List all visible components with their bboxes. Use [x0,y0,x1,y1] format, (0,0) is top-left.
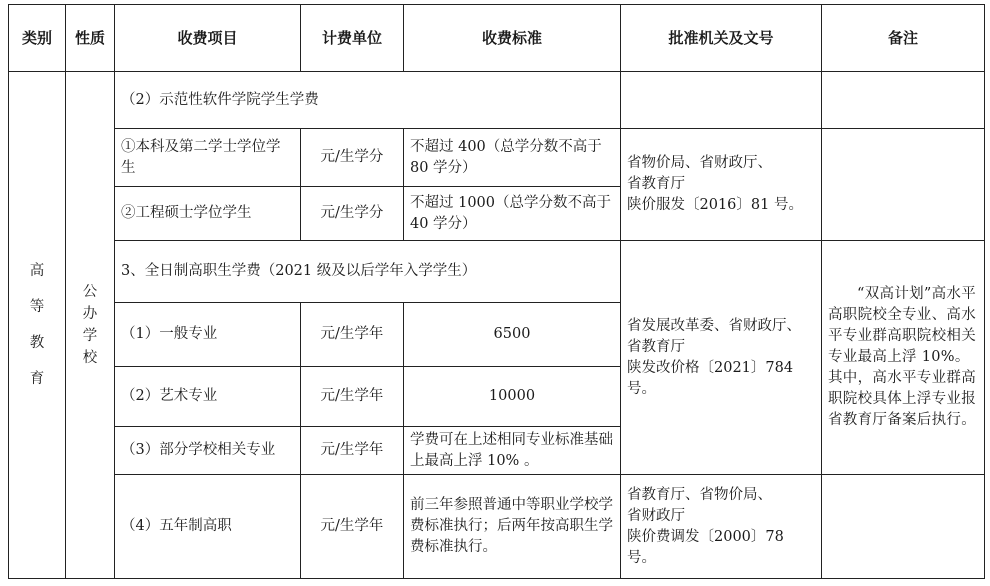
standard-cell: 6500 [404,303,621,367]
empty-cell [621,72,822,129]
category-cell: 高 等 教 育 [9,72,66,579]
header-nature: 性质 [66,5,115,72]
authority-vocational-cell: 省发展改革委、省财政厅、 省教育厅 陕发改价格〔2021〕784 号。 [621,241,822,475]
header-category: 类别 [9,5,66,72]
header-row [9,5,985,72]
item-cell: （4）五年制高职 [115,475,301,579]
standard-cell: 10000 [404,367,621,427]
table-row [9,241,985,303]
authority-software-cell: 省物价局、省财政厅、 省教育厅 陕价服发〔2016〕81 号。 [621,129,822,241]
header-unit: 计费单位 [301,5,404,72]
table-row [9,129,985,187]
standard-cell: 前三年参照普通中等职业学校学费标准执行；后两年按高职生学费标准执行。 [404,475,621,579]
item-cell: ①本科及第二学士学位学生 [115,129,301,187]
header-authority: 批准机关及文号 [621,5,822,72]
unit-cell: 元/生学分 [301,187,404,241]
item-cell: （2）艺术专业 [115,367,301,427]
unit-cell: 元/生学年 [301,367,404,427]
unit-cell: 元/生学年 [301,427,404,475]
empty-remarks-cell [822,129,985,241]
unit-cell: 元/生学年 [301,303,404,367]
table-row [9,475,985,579]
standard-cell: 不超过 400（总学分数不高于 80 学分） [404,129,621,187]
nature-cell: 公 办 学 校 [66,72,115,579]
unit-cell: 元/生学年 [301,475,404,579]
empty-remarks-cell [822,475,985,579]
standard-cell: 不超过 1000（总学分数不高于 40 学分） [404,187,621,241]
section-software-title: （2）示范性软件学院学生学费 [115,72,621,129]
empty-cell [822,72,985,129]
authority-fiveyear-cell: 省教育厅、省物价局、 省财政厅 陕价费调发〔2000〕78 号。 [621,475,822,579]
standard-cell: 学费可在上述相同专业标准基础上最高上浮 10% 。 [404,427,621,475]
remarks-vocational-cell: “双高计划”高水平高职院校全专业、高水平专业群高职院校相关专业最高上浮 10%。其中，高水平专业群高职院校具体上浮专业报省教育厅备案后执行。 [822,241,985,475]
item-cell: （1）一般专业 [115,303,301,367]
header-item: 收费项目 [115,5,301,72]
item-cell: （3）部分学校相关专业 [115,427,301,475]
header-remarks: 备注 [822,5,985,72]
table-row [9,72,985,129]
item-cell: ②工程硕士学位学生 [115,187,301,241]
fee-table [8,4,985,579]
section-vocational-title: 3、全日制高职生学费（2021 级及以后学年入学学生） [115,241,621,303]
unit-cell: 元/生学分 [301,129,404,187]
header-standard: 收费标准 [404,5,621,72]
